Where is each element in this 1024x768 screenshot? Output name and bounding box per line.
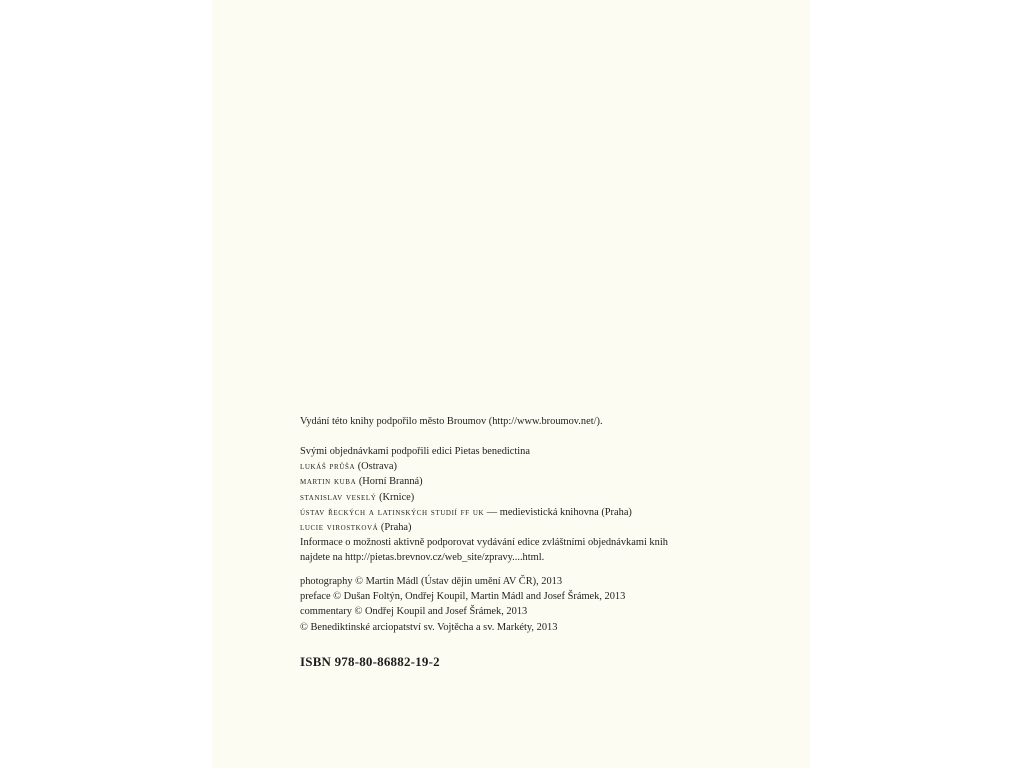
subscriber-item (300, 505, 800, 520)
book-page (212, 0, 810, 768)
subscriber-name: ústav řeckých a latinských studií ff uk (300, 506, 485, 518)
funding-note (300, 414, 800, 429)
subscriber-name: stanislav veselý (300, 491, 377, 503)
subscriber-place: (Horní Branná) (356, 476, 423, 488)
subscriber-item (300, 474, 800, 489)
subscriber-item (300, 490, 800, 505)
credit-photography: photography © Martin Mádl (Ústav dějin umění AV ČR), 2013 (300, 576, 563, 587)
subscribers-info-line-2: najdete na http://pietas.brevnov.cz/web_site/zpravy....html. (300, 552, 545, 564)
subscriber-name: lukáš průša (300, 461, 356, 473)
subscriber-place: — medievistická knihovna (Praha) (484, 506, 632, 518)
credits-section (300, 574, 800, 635)
credit-preface: preface © Dušan Foltýn, Ondřej Koupil, Martin Mádl and Josef Šrámek, 2013 (300, 591, 626, 603)
subscriber-item (300, 459, 800, 474)
subscriber-name: martin kuba (300, 476, 357, 488)
subscriber-place: (Praha) (378, 522, 412, 534)
subscriber-place: (Ostrava) (355, 461, 397, 473)
isbn: ISBN 978-80-86882-19-2 (300, 654, 440, 669)
credit-copyright: © Benediktinské arciopatství sv. Vojtěcha a sv. Markéty, 2013 (300, 621, 558, 633)
subscribers-intro: Svými objednávkami podpořili edici Pietas benedictina (300, 446, 530, 457)
subscriber-place: (Krnice) (376, 491, 415, 503)
credit-commentary: commentary © Ondřej Koupil and Josef Šrámek, 2013 (300, 606, 528, 618)
funding-text: Vydání této knihy podpořilo město Broumov (http://www.broumov.net/). (300, 416, 603, 427)
subscribers-info-line-1: Informace o možnosti aktivně podporovat vydávání edice zvláštními objednávkami knih (300, 537, 668, 549)
subscribers-section (300, 444, 800, 566)
subscriber-name: lucie virostková (300, 522, 379, 534)
subscriber-item (300, 520, 800, 535)
